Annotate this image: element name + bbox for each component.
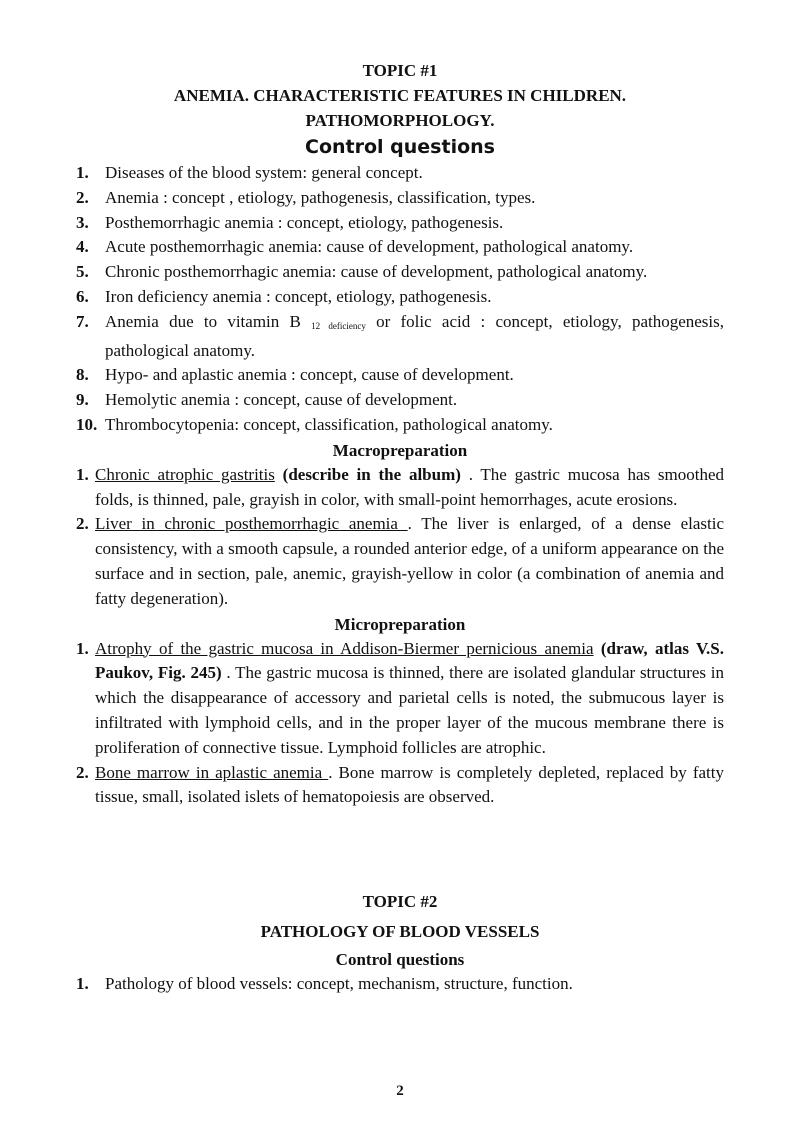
- macro-list: [76, 463, 724, 612]
- micro-list: [76, 637, 724, 811]
- macro-heading: Macropreparation: [332, 440, 468, 460]
- question-item: 1. Diseases of the blood system: general concept.: [76, 163, 423, 182]
- page-number: 2: [396, 1083, 404, 1099]
- topic2-label: TOPIC #2: [362, 892, 438, 912]
- micro-heading: Micropreparation: [334, 614, 466, 634]
- question-item: 10. Thrombocytopenia: concept, classification, pathological anatomy.: [76, 414, 553, 434]
- micro-item: 1. Atrophy of the gastric mucosa in Addison-Biermer pernicious anemia (draw, atlas V.S. Paukov, Fig. 245) . The gastric mucosa is thinned, there are isolated glandular structures in which the disappearance of accessory and parietal cells is noted, the submucous layer is infiltrated with lymphoid cells, and in the proper layer of the mucous membrane there is proliferation of connective tissue. Lymphoid follicles are atrophic.: [76, 638, 725, 757]
- question-item: 8. Hypo- and aplastic anemia : concept, cause of development.: [76, 365, 514, 385]
- micro-item: 2. Bone marrow in aplastic anemia . Bone marrow is completely depleted, replaced by fatty tissue, small, isolated islets of hematopoiesis are observed.: [76, 762, 725, 807]
- question-item: 2. Anemia : concept , etiology, pathogenesis, classification, types.: [76, 187, 536, 207]
- question-item: 1. Pathology of blood vessels: concept, mechanism, structure, function.: [76, 974, 573, 994]
- question-item: 3. Posthemorrhagic anemia : concept, etiology, pathogenesis.: [76, 212, 504, 232]
- section-gap: [76, 810, 724, 887]
- topic2-control-heading: Control questions: [335, 950, 465, 970]
- question-item: 9. Hemolytic anemia : concept, cause of development.: [76, 390, 458, 410]
- macro-item: 2. Liver in chronic posthemorrhagic anemia . The liver is enlarged, of a dense elastic consistency, with a smooth capsule, a rounded anterior edge, of a uniform appearance on the surface and in section, pale, anemic, grayish-yellow in color (a combination of anemia and fatty degeneration).: [76, 514, 724, 608]
- topic1-title-line1: ANEMIA. CHARACTERISTIC FEATURES IN CHILDREN.: [173, 86, 627, 105]
- topic2-control-questions: [76, 972, 724, 997]
- question-item: 4. Acute posthemorrhagic anemia: cause of development, pathological anatomy.: [76, 237, 634, 257]
- question-item: 5. Chronic posthemorrhagic anemia: cause of development, pathological anatomy.: [76, 262, 648, 282]
- topic1-title-line2: PATHOMORPHOLOGY.: [305, 111, 495, 130]
- macro-item: 1. Chronic atrophic gastritis (describe in the album) . The gastric mucosa has smoothed folds, is thinned, pale, grayish in color, with small-point hemorrhages, acute erosions.: [76, 464, 724, 509]
- question-item: 7. Anemia due to vitamin B $_{12 deficiency}$ or folic acid : concept, etiology, pathogenesis, pathological anatomy.: [76, 311, 725, 360]
- topic1-control-questions: [76, 161, 724, 438]
- topic2-title: PATHOLOGY OF BLOOD VESSELS: [260, 922, 540, 942]
- question-item: 6. Iron deficiency anemia : concept, etiology, pathogenesis.: [76, 286, 492, 306]
- document-page: [76, 58, 724, 997]
- topic1-label: TOPIC #1: [362, 61, 438, 80]
- topic1-control-heading: Control questions: [305, 136, 495, 158]
